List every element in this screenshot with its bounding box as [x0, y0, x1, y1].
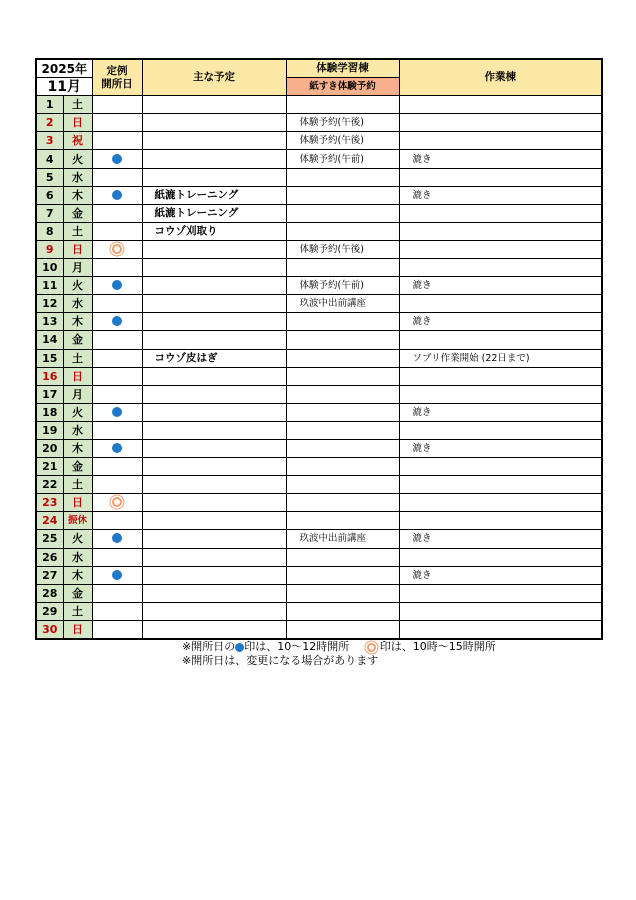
- work-building-task: [399, 385, 602, 403]
- day-row: [36, 295, 602, 313]
- day-number: 19: [36, 421, 63, 439]
- main-schedule: [142, 367, 286, 385]
- weekday: 水: [63, 548, 92, 566]
- day-row: [36, 512, 602, 530]
- work-building-task: [399, 114, 602, 132]
- open-mark: [92, 602, 142, 620]
- main-schedule: [142, 295, 286, 313]
- work-building-task: [399, 96, 602, 114]
- main-schedule: [142, 96, 286, 114]
- open-mark: [92, 349, 142, 367]
- main-schedule: [142, 240, 286, 258]
- weekday: 祝: [63, 132, 92, 150]
- day-row: [36, 349, 602, 367]
- experience-booking: [286, 421, 399, 439]
- experience-booking: [286, 548, 399, 566]
- experience-booking: [286, 367, 399, 385]
- experience-booking: [286, 620, 399, 639]
- open-mark: [92, 96, 142, 114]
- day-row: [36, 132, 602, 150]
- weekday: 火: [63, 150, 92, 168]
- open-mark: [92, 186, 142, 204]
- day-number: 30: [36, 620, 63, 639]
- main-schedule: コウゾ皮はぎ: [142, 349, 286, 367]
- weekday: 金: [63, 584, 92, 602]
- experience-booking: [286, 186, 399, 204]
- main-schedule: [142, 512, 286, 530]
- day-number: 11: [36, 277, 63, 295]
- work-building-task: [399, 548, 602, 566]
- work-building-task: 漉き: [399, 403, 602, 421]
- work-building-task: [399, 331, 602, 349]
- experience-booking: [286, 584, 399, 602]
- open-mark: [92, 168, 142, 186]
- day-row: [36, 313, 602, 331]
- blue-dot-icon: [112, 533, 122, 543]
- main-schedule: コウゾ刈取り: [142, 222, 286, 240]
- day-row: [36, 494, 602, 512]
- open-mark: [92, 476, 142, 494]
- experience-booking: 体験予約(午後): [286, 132, 399, 150]
- main-schedule: [142, 548, 286, 566]
- day-number: 8: [36, 222, 63, 240]
- day-row: [36, 204, 602, 222]
- open-mark: [92, 150, 142, 168]
- experience-booking: [286, 566, 399, 584]
- day-number: 9: [36, 240, 63, 258]
- work-building-header: 作業棟: [399, 59, 602, 96]
- day-row: [36, 458, 602, 476]
- work-building-task: 漉き: [399, 313, 602, 331]
- open-mark: [92, 584, 142, 602]
- weekday: 木: [63, 313, 92, 331]
- day-number: 2: [36, 114, 63, 132]
- open-mark: [92, 385, 142, 403]
- weekday: 土: [63, 96, 92, 114]
- day-row: [36, 620, 602, 639]
- work-building-task: [399, 512, 602, 530]
- main-schedule: 紙漉トレーニング: [142, 204, 286, 222]
- weekday: 金: [63, 331, 92, 349]
- open-mark: [92, 512, 142, 530]
- day-number: 25: [36, 530, 63, 548]
- main-schedule: [142, 439, 286, 457]
- weekday: 金: [63, 458, 92, 476]
- work-building-task: 漉き: [399, 150, 602, 168]
- experience-booking: [286, 439, 399, 457]
- experience-booking: [286, 385, 399, 403]
- day-row: [36, 602, 602, 620]
- main-schedule: [142, 313, 286, 331]
- main-schedule: [142, 602, 286, 620]
- blue-dot-icon: [112, 316, 122, 326]
- weekday: 日: [63, 114, 92, 132]
- main-schedule: [142, 494, 286, 512]
- weekday: 水: [63, 295, 92, 313]
- main-schedule: [142, 530, 286, 548]
- main-schedule: [142, 421, 286, 439]
- work-building-task: [399, 458, 602, 476]
- day-number: 29: [36, 602, 63, 620]
- day-row: [36, 168, 602, 186]
- open-mark: [92, 367, 142, 385]
- work-building-task: [399, 620, 602, 639]
- weekday: 月: [63, 259, 92, 277]
- day-number: 3: [36, 132, 63, 150]
- main-schedule: [142, 566, 286, 584]
- day-number: 12: [36, 295, 63, 313]
- day-row: [36, 186, 602, 204]
- work-building-task: 漉き: [399, 439, 602, 457]
- day-number: 5: [36, 168, 63, 186]
- day-number: 7: [36, 204, 63, 222]
- work-building-task: [399, 240, 602, 258]
- weekday: 日: [63, 240, 92, 258]
- blue-dot-icon: [112, 570, 122, 580]
- weekday: 土: [63, 222, 92, 240]
- main-schedule: [142, 259, 286, 277]
- experience-building-header: 体験学習棟: [286, 59, 399, 78]
- work-building-task: [399, 222, 602, 240]
- day-number: 14: [36, 331, 63, 349]
- open-mark: [92, 403, 142, 421]
- paper-booking-header: 紙すき体験予約: [286, 78, 399, 96]
- experience-booking: 体験予約(午後): [286, 114, 399, 132]
- main-schedule: [142, 385, 286, 403]
- open-mark: [92, 295, 142, 313]
- open-mark: [92, 222, 142, 240]
- experience-booking: 体験予約(午後): [286, 240, 399, 258]
- note-2: ※開所日は、変更になる場合があります: [182, 654, 379, 667]
- open-mark: [92, 313, 142, 331]
- day-number: 20: [36, 439, 63, 457]
- work-building-task: ソブリ作業開始 (22日まで): [399, 349, 602, 367]
- regular-open-header: 定例 開所日: [92, 59, 142, 96]
- double-circle-icon: [112, 497, 122, 507]
- open-mark: [92, 439, 142, 457]
- open-mark: [92, 458, 142, 476]
- experience-booking: 玖波中出前講座: [286, 530, 399, 548]
- weekday: 日: [63, 620, 92, 639]
- open-mark: [92, 548, 142, 566]
- open-mark: [92, 494, 142, 512]
- main-schedule: [142, 620, 286, 639]
- open-mark: [92, 620, 142, 639]
- day-row: [36, 530, 602, 548]
- weekday: 振休: [63, 512, 92, 530]
- day-row: [36, 367, 602, 385]
- day-number: 13: [36, 313, 63, 331]
- experience-booking: [286, 403, 399, 421]
- work-building-task: 漉き: [399, 277, 602, 295]
- weekday: 水: [63, 421, 92, 439]
- weekday: 水: [63, 168, 92, 186]
- weekday: 土: [63, 476, 92, 494]
- open-mark: [92, 331, 142, 349]
- main-schedule: [142, 476, 286, 494]
- work-building-task: [399, 168, 602, 186]
- work-building-task: [399, 602, 602, 620]
- day-row: [36, 222, 602, 240]
- work-building-task: [399, 204, 602, 222]
- open-mark: [92, 132, 142, 150]
- weekday: 日: [63, 367, 92, 385]
- weekday: 火: [63, 277, 92, 295]
- double-circle-icon: [112, 244, 122, 254]
- experience-booking: [286, 349, 399, 367]
- experience-booking: [286, 476, 399, 494]
- day-row: [36, 150, 602, 168]
- work-building-task: [399, 259, 602, 277]
- day-row: [36, 240, 602, 258]
- open-mark: [92, 240, 142, 258]
- work-building-task: 漉き: [399, 566, 602, 584]
- work-building-task: [399, 132, 602, 150]
- weekday: 金: [63, 204, 92, 222]
- month-label: 11月: [36, 78, 92, 96]
- open-mark: [92, 530, 142, 548]
- day-row: [36, 385, 602, 403]
- day-number: 21: [36, 458, 63, 476]
- day-row: [36, 403, 602, 421]
- open-mark: [92, 114, 142, 132]
- day-row: [36, 114, 602, 132]
- day-row: [36, 439, 602, 457]
- blue-dot-icon: [112, 280, 122, 290]
- weekday: 火: [63, 403, 92, 421]
- open-mark: [92, 566, 142, 584]
- work-building-task: [399, 367, 602, 385]
- day-number: 23: [36, 494, 63, 512]
- main-schedule: 紙漉トレーニング: [142, 186, 286, 204]
- experience-booking: [286, 458, 399, 476]
- day-row: [36, 566, 602, 584]
- open-mark: [92, 421, 142, 439]
- work-building-task: [399, 295, 602, 313]
- experience-booking: [286, 494, 399, 512]
- experience-booking: [286, 512, 399, 530]
- main-schedule-header: 主な予定: [142, 59, 286, 96]
- experience-booking: [286, 259, 399, 277]
- weekday: 火: [63, 530, 92, 548]
- main-schedule: [142, 114, 286, 132]
- day-number: 1: [36, 96, 63, 114]
- experience-booking: 体験予約(午前): [286, 150, 399, 168]
- day-number: 4: [36, 150, 63, 168]
- day-number: 24: [36, 512, 63, 530]
- main-schedule: [142, 584, 286, 602]
- day-number: 10: [36, 259, 63, 277]
- blue-dot-icon: [235, 643, 244, 652]
- blue-dot-icon: [112, 443, 122, 453]
- blue-dot-icon: [112, 154, 122, 164]
- blue-dot-icon: [112, 190, 122, 200]
- day-row: [36, 548, 602, 566]
- main-schedule: [142, 277, 286, 295]
- day-number: 15: [36, 349, 63, 367]
- work-building-task: 漉き: [399, 530, 602, 548]
- day-row: [36, 277, 602, 295]
- day-number: 17: [36, 385, 63, 403]
- note-1: ※開所日の 印は、10～12時開所 印は、10時～15時開所: [182, 640, 496, 653]
- main-schedule: [142, 132, 286, 150]
- day-row: [36, 476, 602, 494]
- experience-booking: [286, 331, 399, 349]
- day-number: 27: [36, 566, 63, 584]
- day-number: 6: [36, 186, 63, 204]
- double-circle-icon: [367, 643, 376, 652]
- experience-booking: 玖波中出前講座: [286, 295, 399, 313]
- experience-booking: [286, 204, 399, 222]
- day-row: [36, 421, 602, 439]
- blue-dot-icon: [112, 407, 122, 417]
- year-label: 2025年: [36, 59, 92, 78]
- weekday: 土: [63, 349, 92, 367]
- main-schedule: [142, 168, 286, 186]
- day-number: 28: [36, 584, 63, 602]
- weekday: 日: [63, 494, 92, 512]
- main-schedule: [142, 331, 286, 349]
- weekday: 木: [63, 566, 92, 584]
- experience-booking: [286, 602, 399, 620]
- weekday: 木: [63, 439, 92, 457]
- weekday: 月: [63, 385, 92, 403]
- work-building-task: [399, 421, 602, 439]
- main-schedule: [142, 150, 286, 168]
- day-row: [36, 96, 602, 114]
- day-number: 26: [36, 548, 63, 566]
- day-number: 16: [36, 367, 63, 385]
- experience-booking: [286, 168, 399, 186]
- experience-booking: [286, 96, 399, 114]
- main-schedule: [142, 403, 286, 421]
- work-building-task: [399, 476, 602, 494]
- day-row: [36, 259, 602, 277]
- work-building-task: 漉き: [399, 186, 602, 204]
- open-mark: [92, 259, 142, 277]
- weekday: 木: [63, 186, 92, 204]
- open-mark: [92, 204, 142, 222]
- open-mark: [92, 277, 142, 295]
- notes: [182, 640, 496, 668]
- main-schedule: [142, 458, 286, 476]
- work-building-task: [399, 494, 602, 512]
- day-row: [36, 331, 602, 349]
- day-number: 22: [36, 476, 63, 494]
- experience-booking: [286, 222, 399, 240]
- day-row: [36, 584, 602, 602]
- experience-booking: 体験予約(午前): [286, 277, 399, 295]
- schedule-table: [35, 58, 603, 640]
- work-building-task: [399, 584, 602, 602]
- weekday: 土: [63, 602, 92, 620]
- day-number: 18: [36, 403, 63, 421]
- experience-booking: [286, 313, 399, 331]
